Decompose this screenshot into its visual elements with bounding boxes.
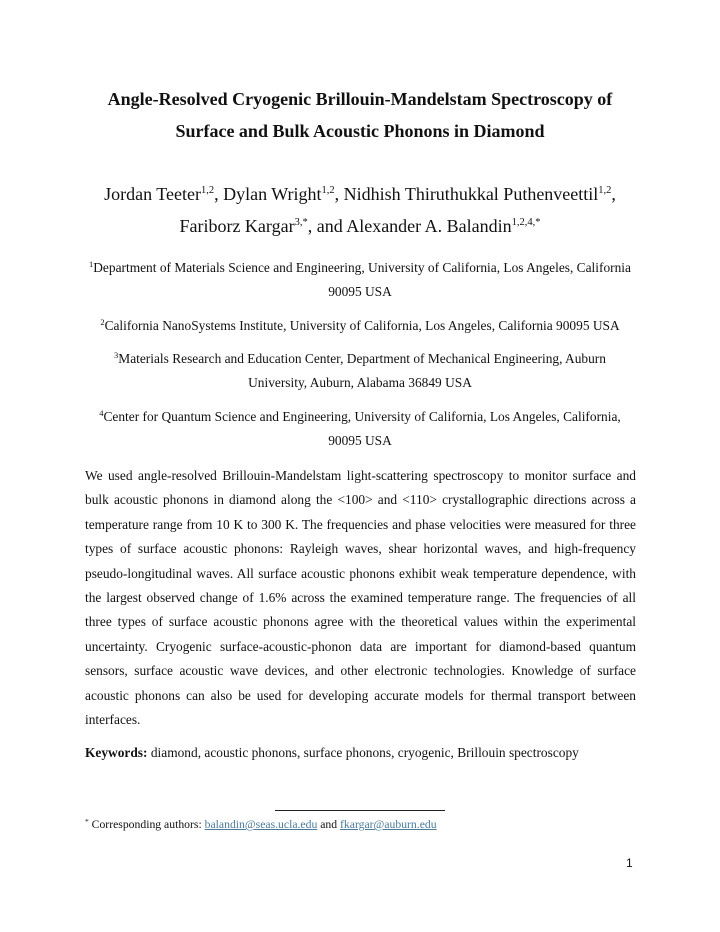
affiliation-3 — [84, 347, 636, 395]
paper-title — [70, 83, 650, 147]
author-separator: , — [214, 184, 224, 204]
footnote — [85, 815, 437, 835]
affiliation-text: California NanoSystems Institute, University of California, Los Angeles, California 90095 USA — [104, 318, 620, 333]
author-affiliation-mark: 1,2 — [200, 185, 215, 196]
author-line-2 — [60, 210, 660, 242]
title-line-2: Surface and Bulk Acoustic Phonons in Diamond — [175, 121, 545, 141]
author-name: Fariborz Kargar — [179, 216, 295, 236]
author-name: Nidhish Thiruthukkal Puthenveettil — [343, 184, 599, 204]
author-affiliation-mark: 1,2 — [321, 185, 335, 196]
affiliation-text: Center for Quantum Science and Engineering, University of California, Los Angeles, California, 90095 USA — [103, 409, 621, 448]
affiliation-mark: 1 — [89, 259, 94, 269]
author-line-1 — [60, 178, 660, 210]
author-list — [60, 178, 660, 242]
footnote-joiner: and — [317, 818, 341, 831]
affiliation-mark: 2 — [100, 317, 105, 327]
footnote-text: Corresponding authors: — [88, 818, 205, 831]
author-name: Jordan Teeter — [104, 184, 201, 204]
abstract: We used angle-resolved Brillouin-Mandelstam light-scattering spectroscopy to monitor surface and bulk acoustic phonons in diamond along the <100> and <110> crystallographic directions across a temperature range from 10 K to 300 K. The frequencies and phase velocities were measured for three types of surface acoustic phonons: Rayleigh waves, shear horizontal waves, and high-frequency pseudo-longitudinal waves. All surface acoustic phonons exhibit weak temperature dependence, with the largest observed change of 1.6% across the examined temperature range. The frequencies of all three types of surface acoustic phonons agree with the theoretical values within the experimental uncertainty. Cryogenic surface-acoustic-phonon data are important for diamond-based quantum sensors, surface acoustic wave devices, and other electronic technologies. Knowledge of surface acoustic phonons can also be used for developing accurate models for thermal transport between interfaces. — [85, 468, 636, 728]
footnote-divider — [275, 810, 445, 811]
author-name: Dylan Wright — [223, 184, 322, 204]
affiliation-1 — [84, 256, 636, 304]
author-separator: , — [611, 184, 616, 204]
keywords-text: diamond, acoustic phonons, surface phonons, cryogenic, Brillouin spectroscopy — [147, 745, 579, 760]
author-affiliation-mark: 3,* — [294, 217, 308, 228]
author-affiliation-mark: 1,2 — [598, 185, 612, 196]
affiliation-mark: 4 — [99, 408, 104, 418]
affiliation-text: Materials Research and Education Center, Department of Mechanical Engineering, Auburn University, Auburn, Alabama 36849 USA — [118, 351, 606, 390]
author-separator: , and — [307, 216, 347, 236]
affiliation-2 — [84, 314, 636, 338]
keywords-label: Keywords: — [85, 745, 148, 760]
author-affiliation-mark: 1,2,4,* — [511, 217, 541, 228]
author-separator: , — [334, 184, 344, 204]
affiliation-mark: 3 — [114, 350, 119, 360]
affiliation-4 — [84, 405, 636, 453]
footnote-mark: * — [85, 817, 89, 826]
email-link-balandin[interactable]: balandin@seas.ucla.edu — [204, 818, 318, 831]
page-number: 1 — [626, 856, 633, 870]
affiliation-text: Department of Materials Science and Engineering, University of California, Los Angeles, California 90095 USA — [93, 260, 631, 299]
keywords — [85, 741, 645, 765]
author-name: Alexander A. Balandin — [346, 216, 512, 236]
title-line-1: Angle-Resolved Cryogenic Brillouin-Mandelstam Spectroscopy of — [107, 89, 613, 109]
email-link-kargar[interactable]: fkargar@auburn.edu — [340, 818, 437, 831]
